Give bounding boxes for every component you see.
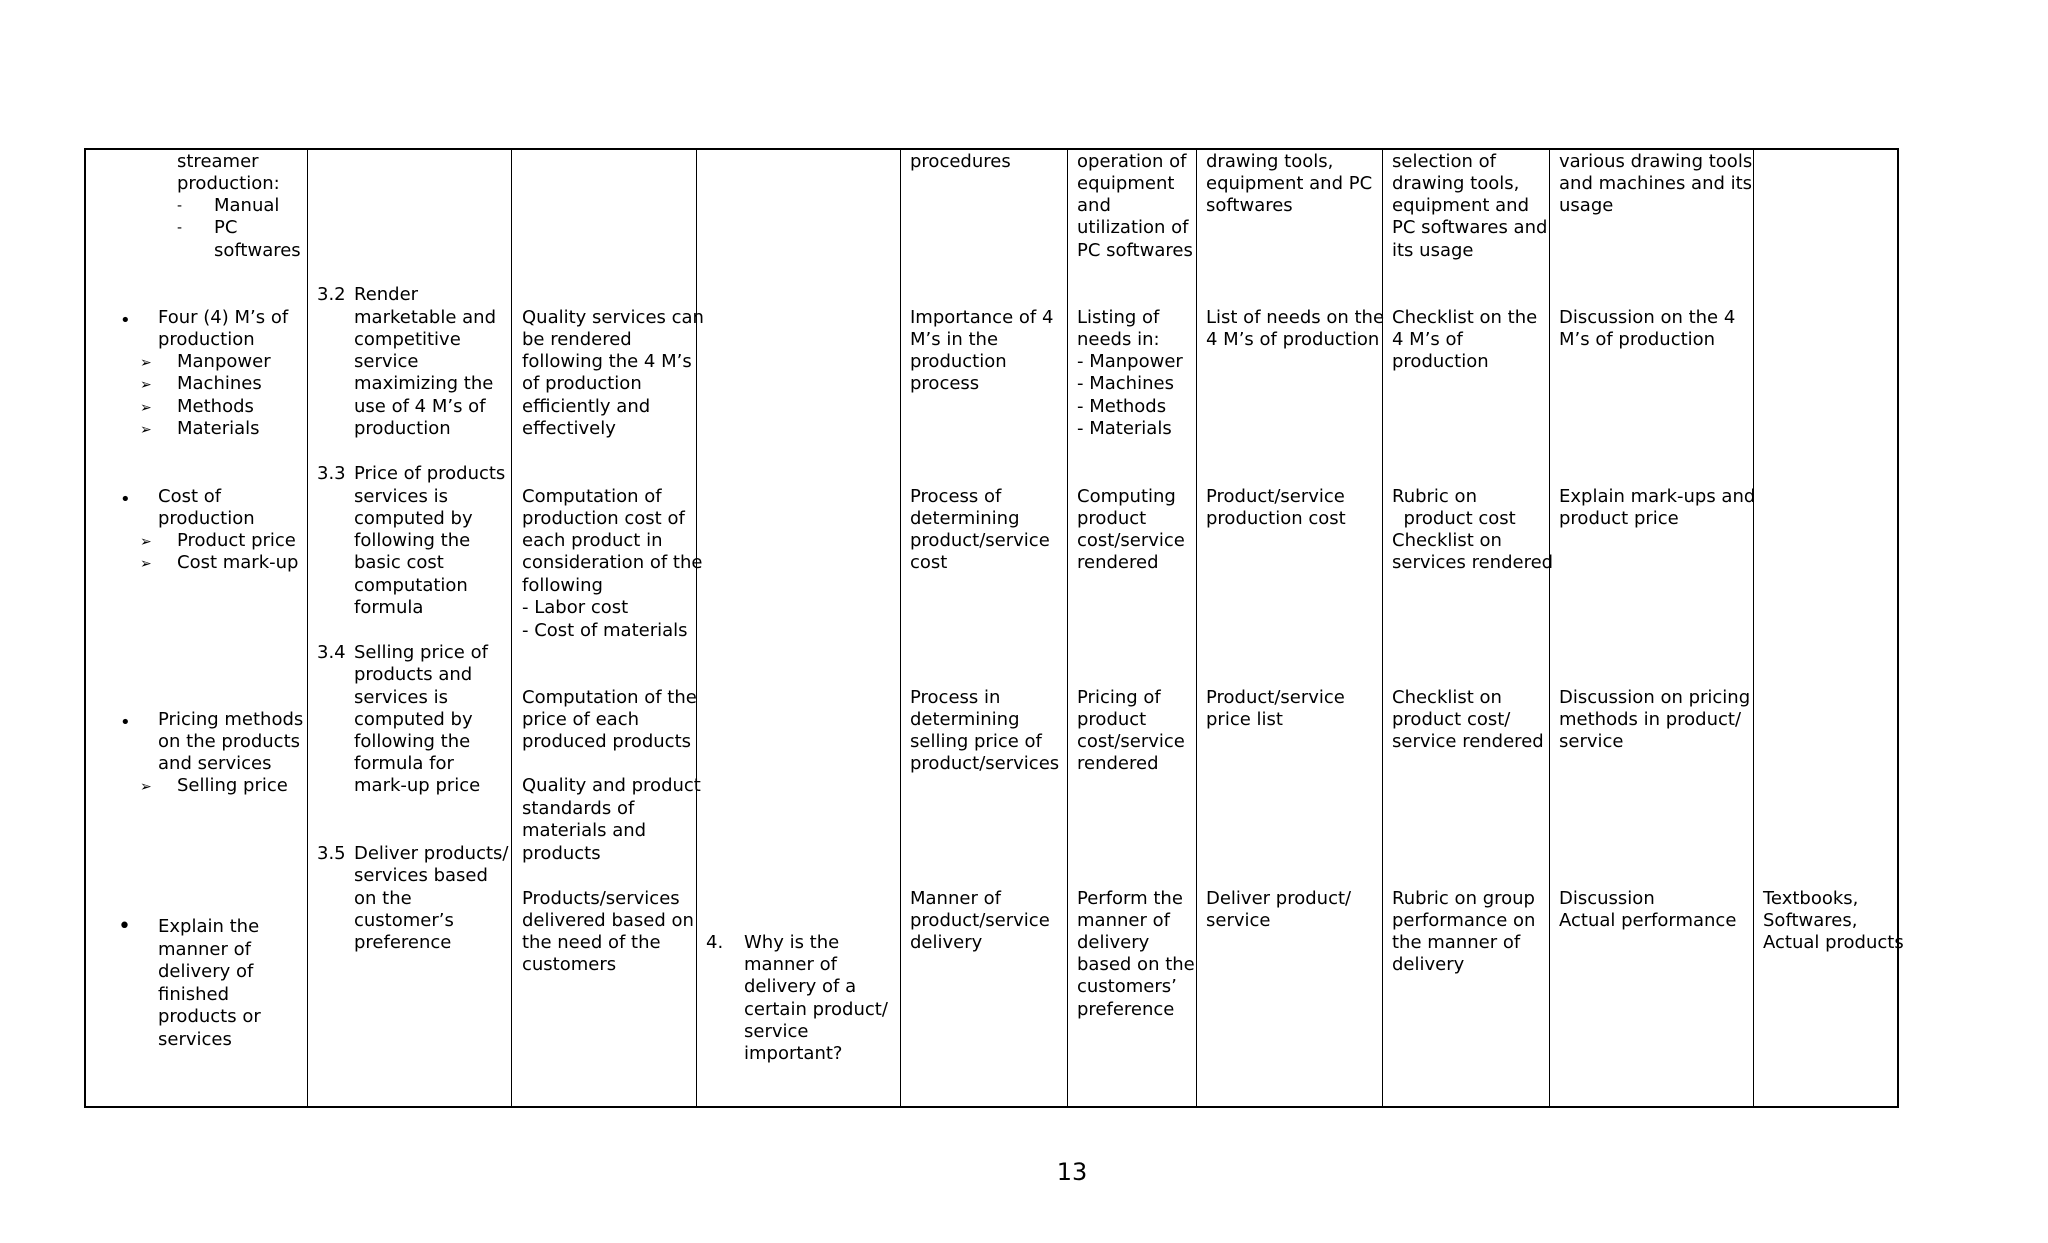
competency-number: 3.5 bbox=[317, 843, 346, 864]
bullet-icon: • bbox=[120, 712, 131, 733]
cell-line: product cost bbox=[1392, 508, 1516, 529]
arrow-bullet-icon: ➢ bbox=[140, 422, 152, 438]
cell-line: price of each bbox=[522, 709, 639, 730]
topic-line: manner of bbox=[158, 939, 251, 960]
competency-line: formula bbox=[354, 597, 424, 618]
cell-line: and machines and its bbox=[1559, 173, 1753, 194]
column-divider bbox=[511, 150, 512, 1106]
cell-line: Discussion bbox=[1559, 888, 1655, 909]
cell-line: product bbox=[1077, 709, 1147, 730]
cell-line: its usage bbox=[1392, 240, 1474, 261]
topic-line: production: bbox=[177, 173, 280, 194]
cell-line: the need of the bbox=[522, 932, 661, 953]
bullet-icon: • bbox=[118, 914, 131, 939]
arrow-bullet-icon: ➢ bbox=[140, 355, 152, 371]
cell-line: Checklist on bbox=[1392, 530, 1502, 551]
competency-line: mark-up price bbox=[354, 775, 481, 796]
cell-line: customers’ bbox=[1077, 976, 1177, 997]
cell-line: M’s of production bbox=[1559, 329, 1716, 350]
topic-line: finished bbox=[158, 984, 230, 1005]
topic-line: and services bbox=[158, 753, 272, 774]
cell-line: Products/services bbox=[522, 888, 680, 909]
cell-line: Actual performance bbox=[1559, 910, 1737, 931]
cell-line: procedures bbox=[910, 151, 1011, 172]
cell-line: Product/service bbox=[1206, 486, 1345, 507]
cell-line: product price bbox=[1559, 508, 1679, 529]
cell-line: Computation of bbox=[522, 486, 662, 507]
cell-line: following the 4 M’s bbox=[522, 351, 692, 372]
cell-line: service rendered bbox=[1392, 731, 1544, 752]
cell-line: service bbox=[1206, 910, 1271, 931]
question-line: certain product/ bbox=[744, 999, 888, 1020]
topic-line: on the products bbox=[158, 731, 301, 752]
cell-line: - Methods bbox=[1077, 396, 1167, 417]
cell-line: production bbox=[910, 351, 1007, 372]
topic-line: production bbox=[158, 508, 255, 529]
competency-number: 3.2 bbox=[317, 284, 346, 305]
cell-line: needs in: bbox=[1077, 329, 1160, 350]
column-divider bbox=[1753, 150, 1754, 1106]
cell-line: consideration of the bbox=[522, 552, 703, 573]
cell-line: - Manpower bbox=[1077, 351, 1183, 372]
cell-line: Perform the bbox=[1077, 888, 1183, 909]
competency-line: on the bbox=[354, 888, 412, 909]
arrow-bullet-icon: ➢ bbox=[140, 400, 152, 416]
cell-line: products bbox=[522, 843, 601, 864]
cell-line: production cost bbox=[1206, 508, 1346, 529]
cell-line: each product in bbox=[522, 530, 663, 551]
competency-line: products and bbox=[354, 664, 473, 685]
cell-line: production cost of bbox=[522, 508, 685, 529]
competency-line: preference bbox=[354, 932, 452, 953]
competency-line: services is bbox=[354, 687, 448, 708]
cell-line: methods in product/ bbox=[1559, 709, 1742, 730]
cell-line: price list bbox=[1206, 709, 1283, 730]
method-item: softwares bbox=[214, 240, 301, 261]
cell-line: manner of bbox=[1077, 910, 1170, 931]
cell-line: - Materials bbox=[1077, 418, 1172, 439]
cell-line: Quality services can bbox=[522, 307, 704, 328]
column-divider bbox=[696, 150, 697, 1106]
sub-item: Product price bbox=[177, 530, 296, 551]
competency-number: 3.4 bbox=[317, 642, 346, 663]
cell-line: Textbooks, bbox=[1763, 888, 1859, 909]
cell-line: selection of bbox=[1392, 151, 1496, 172]
competency-line: production bbox=[354, 418, 451, 439]
topic-line: Pricing methods bbox=[158, 709, 304, 730]
question-line: service bbox=[744, 1021, 809, 1042]
topic-line: Explain the bbox=[158, 916, 260, 937]
competency-line: services is bbox=[354, 486, 448, 507]
cell-line: - Labor cost bbox=[522, 597, 629, 618]
competency-line: computation bbox=[354, 575, 468, 596]
cell-line: 4 M’s of production bbox=[1206, 329, 1380, 350]
cell-line: cost bbox=[910, 552, 948, 573]
competency-line: competitive bbox=[354, 329, 461, 350]
arrow-bullet-icon: ➢ bbox=[140, 377, 152, 393]
cell-line: process bbox=[910, 373, 980, 394]
arrow-bullet-icon: ➢ bbox=[140, 779, 152, 795]
column-divider bbox=[900, 150, 901, 1106]
cell-line: M’s in the bbox=[910, 329, 999, 350]
cell-line: delivery bbox=[910, 932, 983, 953]
topic-line: Four (4) M’s of bbox=[158, 307, 289, 328]
cell-line: delivery bbox=[1077, 932, 1150, 953]
competency-line: use of 4 M’s of bbox=[354, 396, 486, 417]
topic-line: Cost of bbox=[158, 486, 222, 507]
cell-line: rendered bbox=[1077, 552, 1159, 573]
competency-line: formula for bbox=[354, 753, 454, 774]
cell-line: Process of bbox=[910, 486, 1002, 507]
cell-line: product/service bbox=[910, 530, 1050, 551]
bullet-icon: • bbox=[120, 310, 131, 331]
cell-line: Rubric on bbox=[1392, 486, 1477, 507]
cell-line: equipment bbox=[1077, 173, 1175, 194]
sub-item: Cost mark-up bbox=[177, 552, 299, 573]
topic-line: production bbox=[158, 329, 255, 350]
column-divider bbox=[1196, 150, 1197, 1106]
cell-line: Rubric on group bbox=[1392, 888, 1535, 909]
question-number: 4. bbox=[706, 932, 724, 953]
cell-line: service bbox=[1559, 731, 1624, 752]
question-line: manner of bbox=[744, 954, 837, 975]
cell-line: customers bbox=[522, 954, 617, 975]
cell-line: utilization of bbox=[1077, 217, 1189, 238]
cell-line: effectively bbox=[522, 418, 616, 439]
cell-line: 4 M’s of bbox=[1392, 329, 1463, 350]
cell-line: and bbox=[1077, 195, 1111, 216]
cell-line: product bbox=[1077, 508, 1147, 529]
cell-line: Manner of bbox=[910, 888, 1001, 909]
sub-item: Selling price bbox=[177, 775, 288, 796]
cell-line: product cost/ bbox=[1392, 709, 1511, 730]
cell-line: Listing of bbox=[1077, 307, 1160, 328]
cell-line: based on the bbox=[1077, 954, 1195, 975]
cell-line: delivered based on bbox=[522, 910, 694, 931]
column-divider bbox=[1382, 150, 1383, 1106]
competency-line: customer’s bbox=[354, 910, 454, 931]
cell-line: Quality and product bbox=[522, 775, 701, 796]
topic-line: products or bbox=[158, 1006, 261, 1027]
competency-line: following the bbox=[354, 530, 471, 551]
competency-line: basic cost bbox=[354, 552, 444, 573]
question-line: important? bbox=[744, 1043, 843, 1064]
question-line: delivery of a bbox=[744, 976, 857, 997]
cell-line: Importance of 4 bbox=[910, 307, 1054, 328]
cell-line: drawing tools, bbox=[1392, 173, 1520, 194]
competency-line: marketable and bbox=[354, 307, 496, 328]
cell-line: standards of bbox=[522, 798, 635, 819]
competency-line: maximizing the bbox=[354, 373, 494, 394]
topic-line: streamer bbox=[177, 151, 259, 172]
cell-line: equipment and bbox=[1392, 195, 1529, 216]
cell-line: following bbox=[522, 575, 603, 596]
cell-line: Softwares, bbox=[1763, 910, 1858, 931]
cell-line: of production bbox=[522, 373, 642, 394]
cell-line: operation of bbox=[1077, 151, 1187, 172]
cell-line: Pricing of bbox=[1077, 687, 1161, 708]
cell-line: Process in bbox=[910, 687, 1001, 708]
cell-line: efficiently and bbox=[522, 396, 651, 417]
competency-line: Price of products bbox=[354, 463, 506, 484]
cell-line: materials and bbox=[522, 820, 647, 841]
dash-bullet: - bbox=[177, 198, 183, 214]
cell-line: Computation of the bbox=[522, 687, 697, 708]
competency-line: Render bbox=[354, 284, 419, 305]
cell-line: determining bbox=[910, 709, 1020, 730]
competency-line: Selling price of bbox=[354, 642, 488, 663]
cell-line: delivery bbox=[1392, 954, 1465, 975]
cell-line: cost/service bbox=[1077, 731, 1185, 752]
cell-line: PC softwares bbox=[1077, 240, 1193, 261]
cell-line: Deliver product/ bbox=[1206, 888, 1352, 909]
cell-line: PC softwares and bbox=[1392, 217, 1548, 238]
sub-item: Machines bbox=[177, 373, 262, 394]
topic-line: delivery of bbox=[158, 961, 254, 982]
column-divider bbox=[1549, 150, 1550, 1106]
cell-line: preference bbox=[1077, 999, 1175, 1020]
cell-line: drawing tools, bbox=[1206, 151, 1334, 172]
cell-line: Explain mark-ups and bbox=[1559, 486, 1756, 507]
competency-line: following the bbox=[354, 731, 471, 752]
sub-item: Materials bbox=[177, 418, 260, 439]
method-item: Manual bbox=[214, 195, 280, 216]
cell-line: production bbox=[1392, 351, 1489, 372]
cell-line: Discussion on pricing bbox=[1559, 687, 1751, 708]
method-item: PC bbox=[214, 217, 238, 238]
column-divider bbox=[307, 150, 308, 1106]
cell-line: cost/service bbox=[1077, 530, 1185, 551]
cell-line: equipment and PC bbox=[1206, 173, 1373, 194]
competency-line: Deliver products/ bbox=[354, 843, 509, 864]
cell-line: Actual products bbox=[1763, 932, 1904, 953]
cell-line: rendered bbox=[1077, 753, 1159, 774]
cell-line: the manner of bbox=[1392, 932, 1521, 953]
arrow-bullet-icon: ➢ bbox=[140, 534, 152, 550]
cell-line: Computing bbox=[1077, 486, 1176, 507]
cell-line: produced products bbox=[522, 731, 692, 752]
cell-line: List of needs on the bbox=[1206, 307, 1385, 328]
sub-item: Manpower bbox=[177, 351, 271, 372]
competency-line: services based bbox=[354, 865, 488, 886]
cell-line: be rendered bbox=[522, 329, 632, 350]
cell-line: usage bbox=[1559, 195, 1614, 216]
cell-line: - Machines bbox=[1077, 373, 1174, 394]
cell-line: determining bbox=[910, 508, 1020, 529]
cell-line: Product/service bbox=[1206, 687, 1345, 708]
competency-line: computed by bbox=[354, 508, 473, 529]
arrow-bullet-icon: ➢ bbox=[140, 556, 152, 572]
page-number: 13 bbox=[1056, 1158, 1088, 1186]
cell-line: Discussion on the 4 bbox=[1559, 307, 1736, 328]
cell-line: Checklist on the bbox=[1392, 307, 1538, 328]
cell-line: Checklist on bbox=[1392, 687, 1502, 708]
cell-line: product/services bbox=[910, 753, 1060, 774]
column-divider bbox=[1067, 150, 1068, 1106]
competency-number: 3.3 bbox=[317, 463, 346, 484]
topic-line: services bbox=[158, 1029, 232, 1050]
cell-line: services rendered bbox=[1392, 552, 1554, 573]
cell-line: softwares bbox=[1206, 195, 1293, 216]
sub-item: Methods bbox=[177, 396, 254, 417]
question-line: Why is the bbox=[744, 932, 840, 953]
cell-line: various drawing tools bbox=[1559, 151, 1753, 172]
competency-line: computed by bbox=[354, 709, 473, 730]
cell-line: - Cost of materials bbox=[522, 620, 688, 641]
competency-line: service bbox=[354, 351, 419, 372]
cell-line: performance on bbox=[1392, 910, 1536, 931]
cell-line: selling price of bbox=[910, 731, 1042, 752]
cell-line: product/service bbox=[910, 910, 1050, 931]
bullet-icon: • bbox=[120, 489, 131, 510]
dash-bullet: - bbox=[177, 220, 183, 236]
